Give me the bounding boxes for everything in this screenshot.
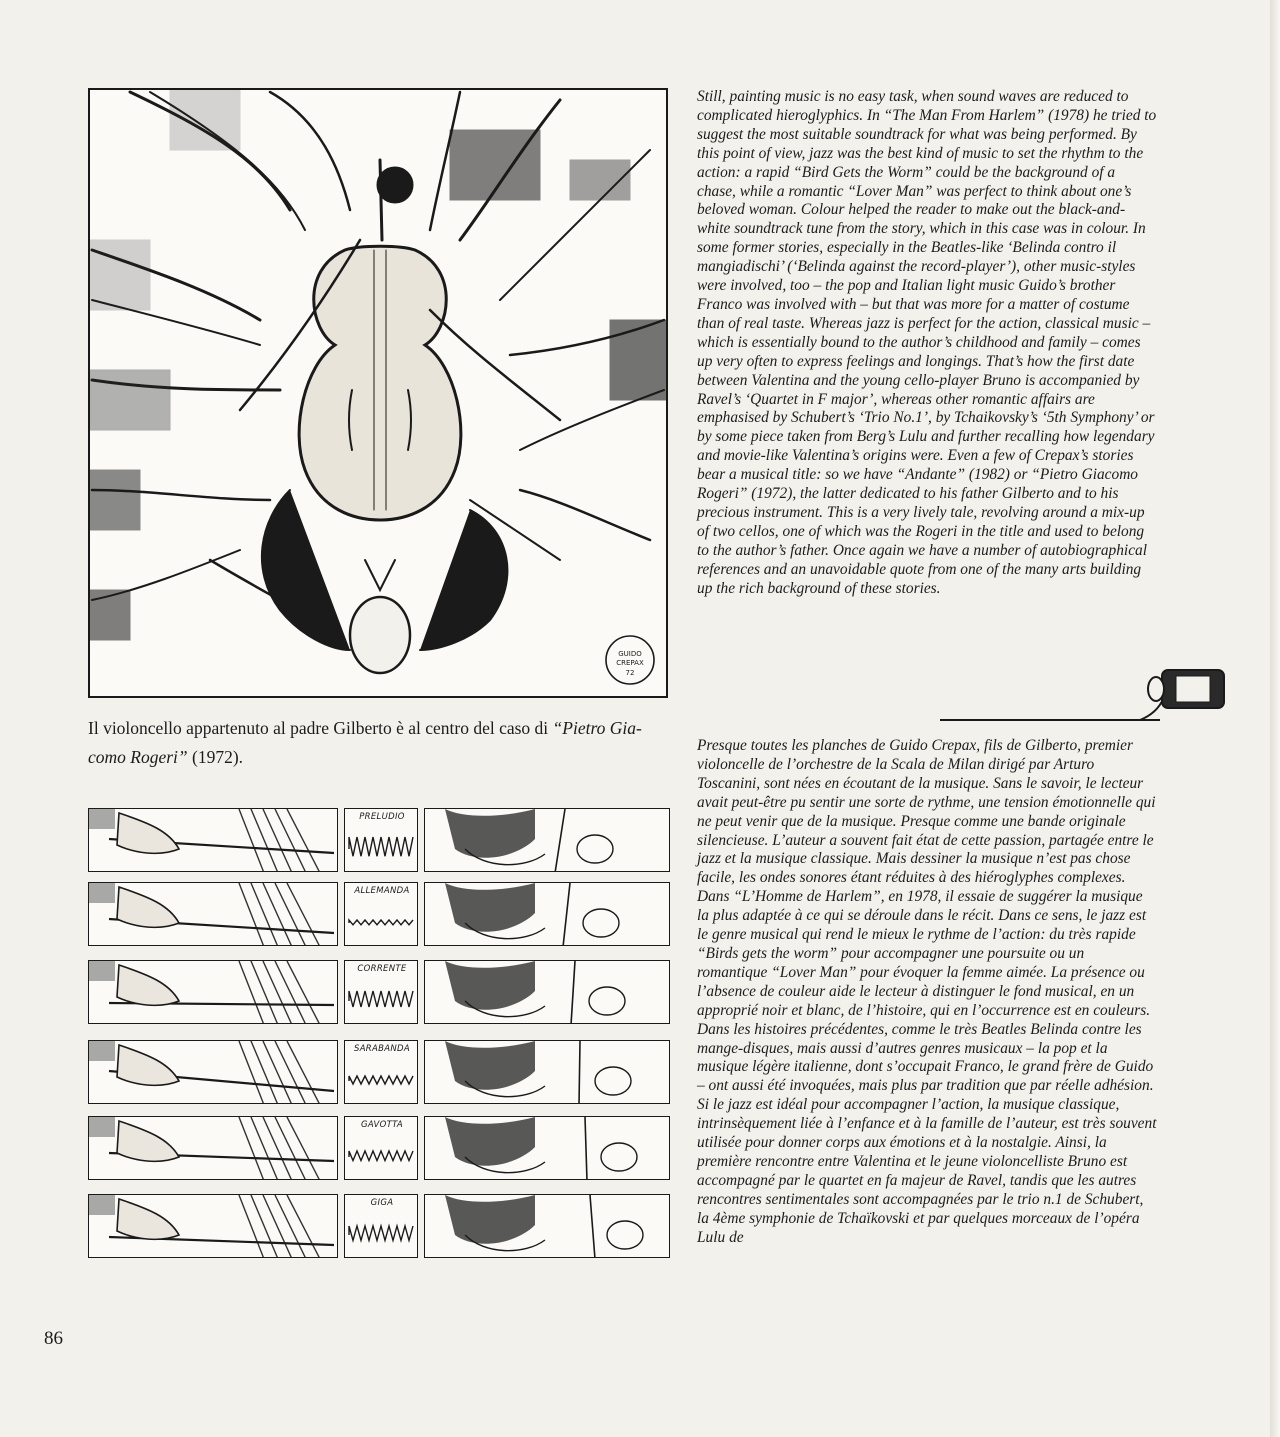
- hand-bow-panel: [88, 1194, 338, 1258]
- signature-seal: [606, 636, 654, 684]
- bow-drawing: [89, 961, 338, 1024]
- movement-label: ALLEMANDA: [354, 886, 410, 896]
- sound-wave: [345, 1117, 418, 1180]
- hand-bow-panel: [88, 808, 338, 872]
- page-number: 86: [44, 1328, 63, 1349]
- sound-wave: [345, 961, 418, 1024]
- cellist-drawing: [425, 883, 670, 946]
- strip-row: [88, 1116, 670, 1180]
- cellist-panel: [424, 1040, 670, 1104]
- caption-title: “Pietro Giacomo Rogeri”: [88, 718, 642, 767]
- strip-row: [88, 1194, 670, 1258]
- comic-strip: [88, 808, 670, 1240]
- hand-bow-panel: [88, 1116, 338, 1180]
- sound-wave: [345, 809, 418, 872]
- movement-panel: [344, 1194, 418, 1258]
- cellist-panel: [424, 808, 670, 872]
- svg-text:CREPAX: CREPAX: [616, 659, 644, 667]
- movement-panel: [344, 882, 418, 946]
- bow-drawing: [89, 883, 338, 946]
- page-edge: [1270, 0, 1280, 1437]
- cellist-panel: [424, 1194, 670, 1258]
- strip-row: [88, 1040, 670, 1104]
- caption-year: (1972).: [187, 747, 244, 767]
- french-text: Presque toutes les planches de Guido Crepax, fils de Gilberto, premier violoncelle de l’orchestre de la Scala de Milan dirigé par Arturo Toscanini, sont nées en écoutant de la musique. Sans le savoir, le lecteur avait peut-être pu sentir une sorte de rythme, une tension émotionnelle qui ne peut venir que de la musique. Presque comme une bande originale silencieuse. L’auteur a souvent fait état de cette passion, partagée entre le jazz et la musique classique. Mais dessiner la musique n’est pas chose facile, les ondes sonores étant réduites à des hiéroglyphes complexes. Dans “L’Homme de Harlem”, en 1978, il essaie de suggérer la musique la plus adaptée à ce qui se déroule dans le récit. Dans ce sens, le jazz est le genre musical qui rend le mieux le rythme de l’action: du très rapide “Birds gets the worm” pour accompagner une poursuite ou un romantique “Lover Man” pour évoquer la femme aimée. La présence ou l’absence de couleur aide le lecteur à distinguer le fond musical, en un approprié noir et blanc, de l’histoire, qui en l’occurrence est en couleurs. Dans les histoires précédentes, comme le très Beatles Belinda contre les mange-disques, mais aussi d’autres genres musicaux – la pop et la musique légère italienne, dont s’occupait Franco, le grand frère de Guido – ont aussi été invoquées, mais plus par tradition que par réelle adhésion. Si le jazz est idéal pour accompagner l’action, la musique classique, intrinsèquement liée à l’enfance et à la famille de l’auteur, est très souvent utilisée pour donner corps aux émotions et à la nostalgie. Ainsi, la première rencontre entre Valentina et le jeune violoncelliste Bruno est accompagné par le quartet en fa majeur de Ravel, tandis que les autres rencontres sentimentales sont accompagnées par le trio n.1 de Schubert, la 4ème symphonie de Tchaïkovski et par quelques morceaux de l’opéra Lulu de: [697, 737, 1157, 1246]
- cellist-drawing: [425, 809, 670, 872]
- hand-bow-panel: [88, 960, 338, 1024]
- bow-drawing: [89, 1195, 338, 1258]
- movement-label: GAVOTTA: [360, 1120, 403, 1130]
- sound-wave: [345, 1195, 418, 1258]
- english-text: Still, painting music is no easy task, when sound waves are reduced to complicated hieroglyphics. In “The Man From Harlem” (1978) he tried to suggest the most suitable soundtrack for what was being performed. By this point of view, jazz was the best kind of music to set the rhythm to the action: a rapid “Bird Gets the Worm” could be the background of a chase, while a romantic “Lover Man” was perfect to think about one’s beloved woman. Colour helped the reader to make out the black-and-white soundtrack tune from the story, which in this case was in colour. In some former stories, especially in the Beatles-like ‘Belinda contro il mangiadischi’ (‘Belinda against the record-player’), other music-styles were involved, too – the pop and Italian light music Guido’s brother Franco was involved with – but that was more for a matter of costume than of real taste. Whereas jazz is perfect for the action, classical music – which is essentially bound to the author’s childhood and family – comes up very often to express feelings and longings. That’s how the first date between Valentina and the young cello-player Bruno is accompanied by Ravel’s ‘Quartet in F major’, whereas other romantic affairs are emphasised by Schubert’s ‘Trio No.1’, by Tchaikovsky’s ‘5th Symphony’ or by some piece taken from Berg’s Lulu and further recalling how legendary and movie-like Valentina’s origins were. Even a few of Crepax’s stories bear a musical title: so we have “Andante” (1982) or “Pietro Giacomo Rogeri” (1972), the latter dedicated to his father Gilberto and to his precious instrument. This is a very lively tale, revolving around a mix-up of two cellos, one of which was the Rogeri in the title and used to belong to the author’s father. Once again we have a number of autobiographical references and an unavoidable quote from one of the many arts building up the rich background of these stories.: [697, 88, 1157, 597]
- cellist-drawing: [425, 961, 670, 1024]
- movement-label: CORRENTE: [357, 964, 407, 974]
- cellist-panel: [424, 882, 670, 946]
- caption-text: Il violoncello appartenuto al padre Gilberto è al centro del caso di: [88, 718, 553, 738]
- svg-text:GUIDO: GUIDO: [618, 650, 642, 658]
- strip-row: [88, 882, 670, 946]
- hand-bow-panel: [88, 882, 338, 946]
- bow-drawing: [89, 1041, 338, 1104]
- cellist-panel: [424, 960, 670, 1024]
- svg-text:72: 72: [625, 669, 635, 677]
- cello-illustration: [88, 88, 668, 698]
- strip-row: [88, 808, 670, 872]
- movement-panel: [344, 1116, 418, 1180]
- movement-label: GIGA: [370, 1198, 394, 1208]
- sound-wave: [345, 1041, 418, 1104]
- cellist-drawing: [425, 1041, 670, 1104]
- ink-bottle-illustration: [940, 664, 1240, 724]
- ink-drawing: [90, 90, 666, 696]
- sound-wave: [345, 883, 418, 946]
- bow-drawing: [89, 809, 338, 872]
- figure-caption: [88, 714, 673, 772]
- movement-label: PRELUDIO: [359, 812, 405, 822]
- bow-drawing: [89, 1117, 338, 1180]
- strip-row: [88, 960, 670, 1024]
- cellist-panel: [424, 1116, 670, 1180]
- movement-panel: [344, 960, 418, 1024]
- movement-label: SARABANDA: [354, 1044, 410, 1054]
- movement-panel: [344, 1040, 418, 1104]
- hand-bow-panel: [88, 1040, 338, 1104]
- cellist-drawing: [425, 1195, 670, 1258]
- movement-panel: [344, 808, 418, 872]
- cellist-drawing: [425, 1117, 670, 1180]
